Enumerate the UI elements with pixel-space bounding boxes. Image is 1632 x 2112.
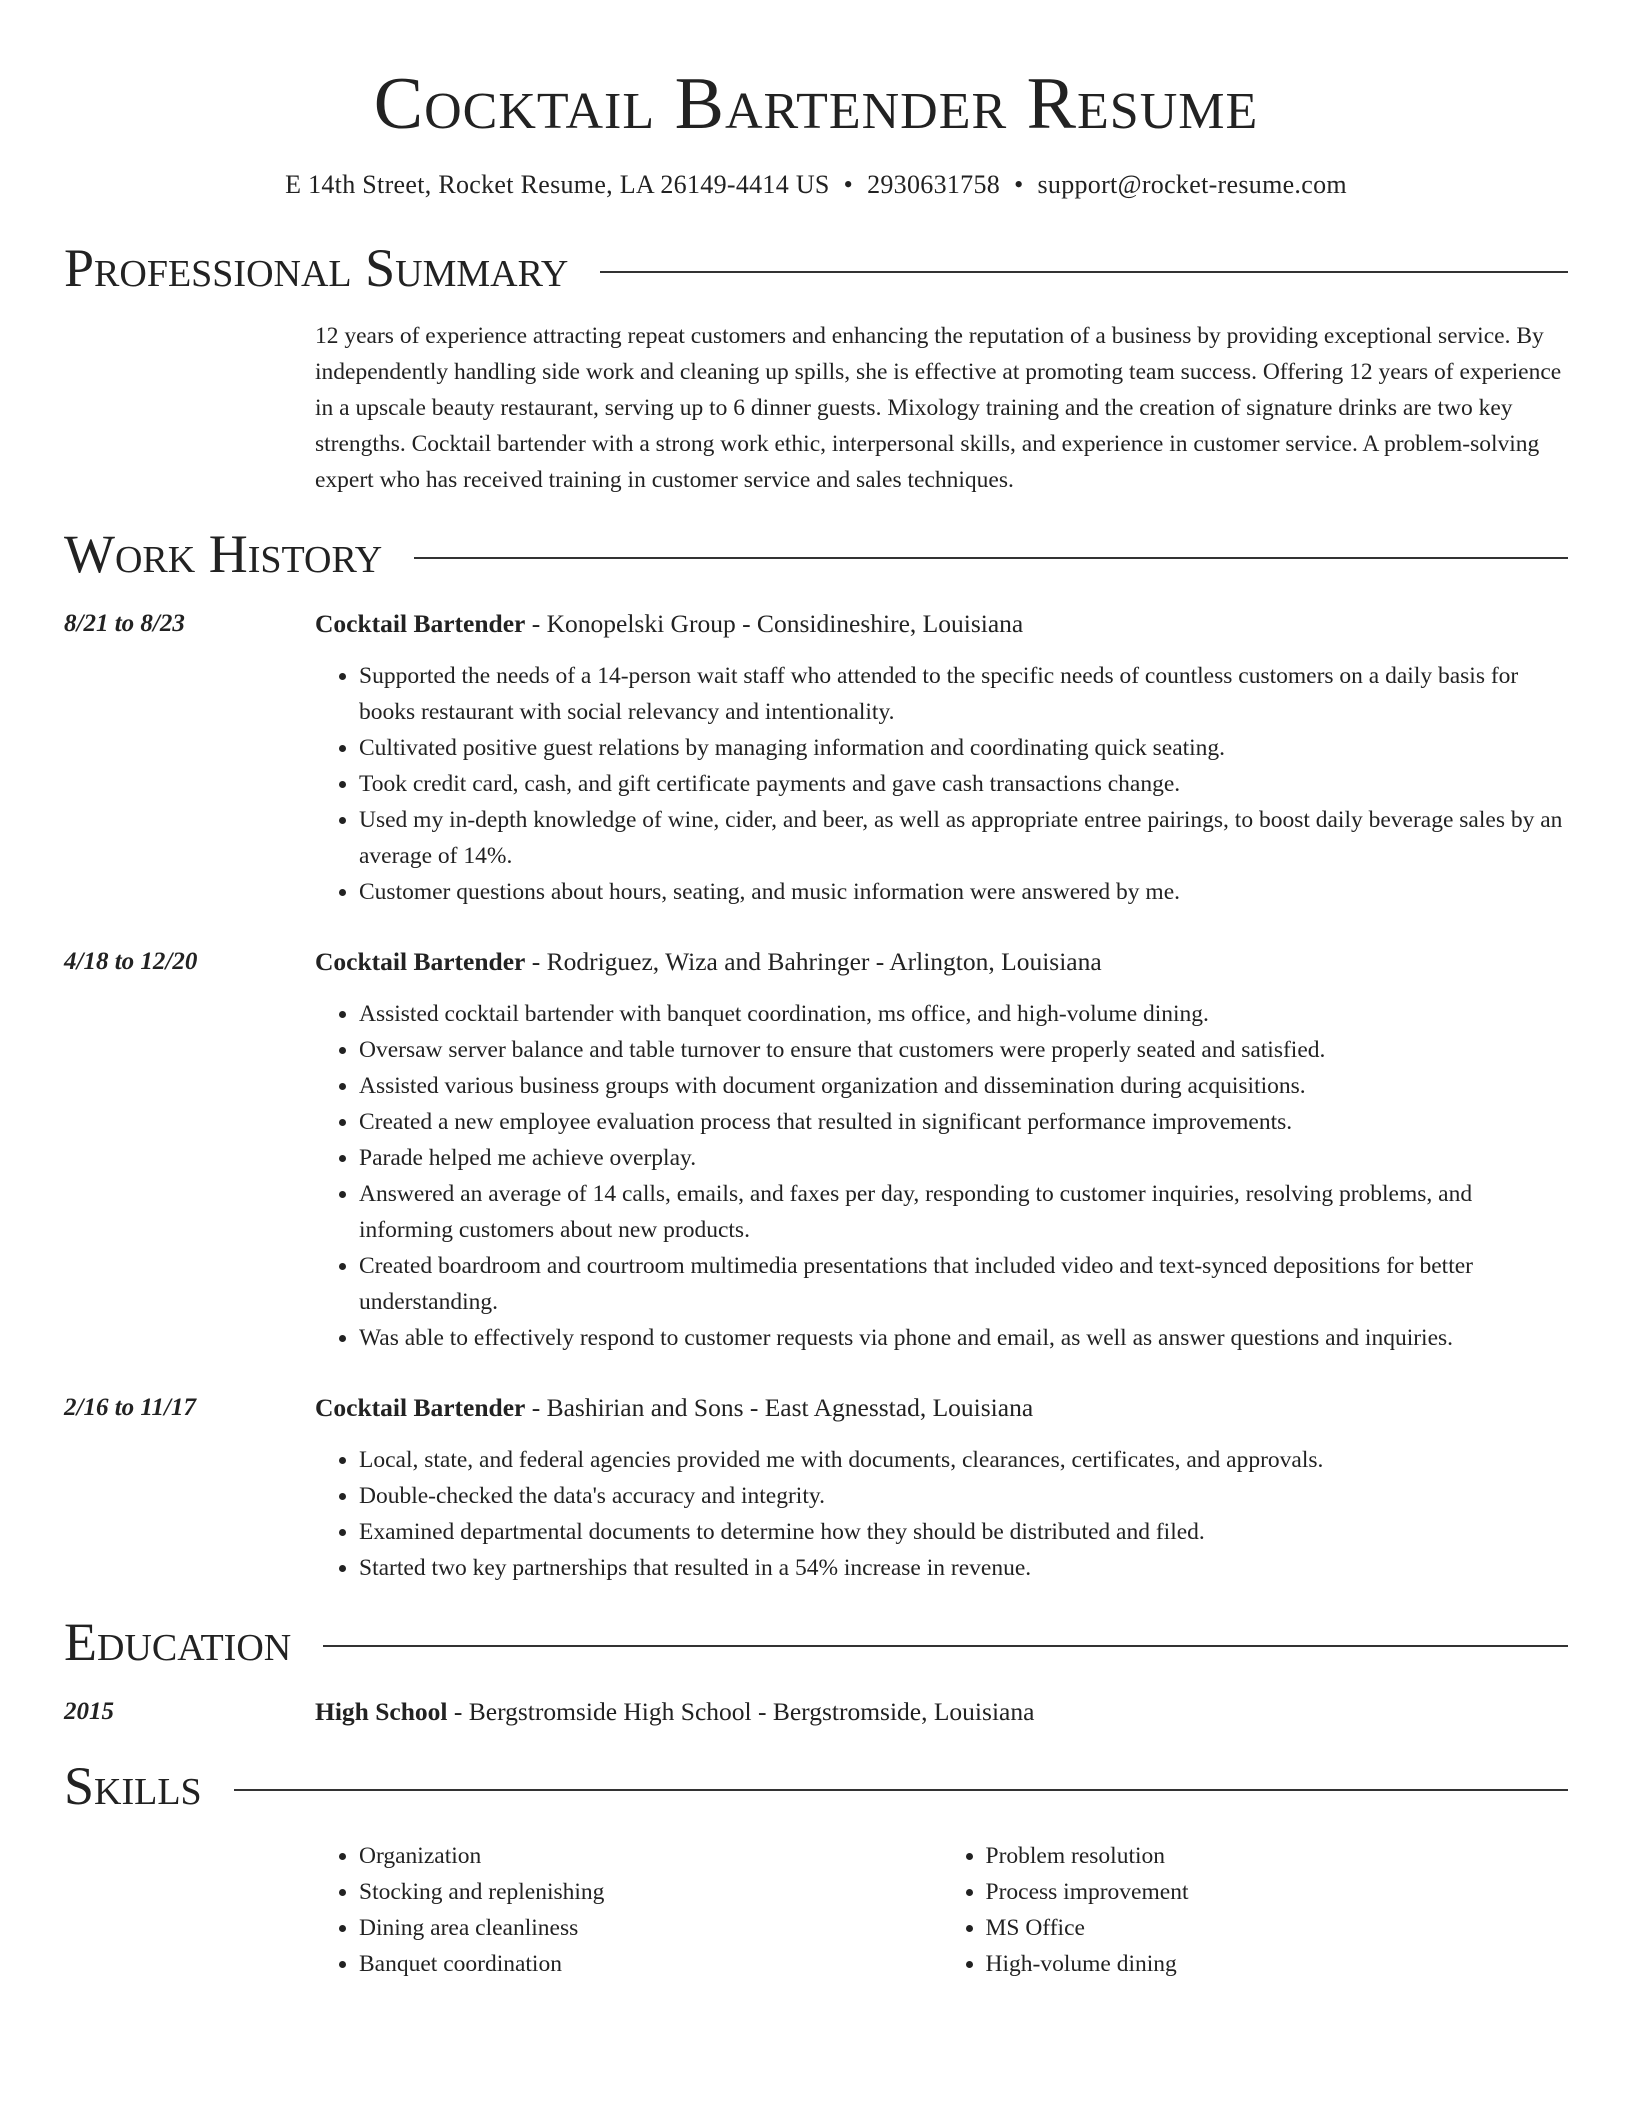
section-header-skills [64, 1756, 1568, 1816]
skill-item: • Organization [359, 1838, 942, 1874]
section-title-summary: Professional Summary [64, 238, 569, 298]
contact-separator: • [843, 170, 854, 199]
job-bullet: • Answered an average of 14 calls, emails, and faxes per day, responding to customer inquiries, resolving problems, and informing customers about new products. [359, 1176, 1568, 1248]
job-bullet: • Used my in-depth knowledge of wine, cider, and beer, as well as appropriate entree pairings, to boost daily beverage sales by an average of 14%. [359, 802, 1568, 874]
job-body [315, 606, 1568, 910]
job-bullet: • Customer questions about hours, seating, and music information were answered by me. [359, 874, 1568, 910]
job-bullet: • Assisted various business groups with document organization and dissemination during acquisitions. [359, 1068, 1568, 1104]
education-entry [64, 1694, 1568, 1730]
skills-column-right [942, 1838, 1569, 1982]
education-year: 2015 [64, 1698, 114, 1725]
section-title-skills: Skills [64, 1756, 202, 1816]
skill-item: • Dining area cleanliness [359, 1910, 942, 1946]
job-bullet: • Assisted cocktail bartender with banquet coordination, ms office, and high-volume dining. [359, 996, 1568, 1032]
section-title-education: Education [64, 1612, 292, 1672]
job-dates: 4/18 to 12/20 [64, 948, 198, 975]
job-bullet: • Supported the needs of a 14-person wait staff who attended to the specific needs of countless customers on a daily basis for books restaurant with social relevancy and intentionality. [359, 658, 1568, 730]
job-heading [315, 944, 1568, 980]
contact-separator: • [1014, 170, 1024, 199]
skills-grid [315, 1838, 1568, 1982]
job-bullet: • Was able to effectively respond to customer requests via phone and email, as well as answer questions and inquiries. [359, 1320, 1568, 1356]
section-divider [234, 1789, 1568, 1791]
job-employer-location: - Rodriguez, Wiza and Bahringer - Arlington, Louisiana [525, 947, 1102, 976]
job-body [315, 1390, 1568, 1586]
skill-item: • Problem resolution [986, 1838, 1569, 1874]
job-bullet: • Created boardroom and courtroom multimedia presentations that included video and text-synced depositions for better understanding. [359, 1248, 1568, 1320]
contact-address: E 14th Street, Rocket Resume, LA 26149-4414 US [285, 170, 830, 199]
job-bullet: • Took credit card, cash, and gift certificate payments and gave cash transactions change. [359, 766, 1568, 802]
skills-column-left [315, 1838, 942, 1982]
job-heading [315, 1390, 1568, 1426]
job-bullet: • Cultivated positive guest relations by managing information and coordinating quick seating. [359, 730, 1568, 766]
contact-email: support@rocket-resume.com [1037, 170, 1347, 199]
summary-paragraph: 12 years of experience attracting repeat customers and enhancing the reputation of a business by providing exceptional service. By independently handling side work and cleaning up spills, she is effective at promoting team success. Offering 12 years of experience in a upscale beauty restaurant, serving up to 6 dinner guests. Mixology training and the creation of signature drinks are two key strengths. Cocktail bartender with a strong work ethic, interpersonal skills, and experience in customer service. A problem-solving expert who has received training in customer service and sales techniques. [315, 323, 1562, 493]
job-employer-location: - Bashirian and Sons - East Agnesstad, Louisiana [525, 1393, 1034, 1422]
section-divider [600, 271, 1568, 273]
job-entry [64, 944, 1568, 1356]
section-divider [414, 557, 1568, 559]
job-heading [315, 606, 1568, 642]
job-bullet: • Oversaw server balance and table turnover to ensure that customers were properly seated and satisfied. [359, 1032, 1568, 1068]
job-dates: 8/21 to 8/23 [64, 610, 185, 637]
job-dates: 2/16 to 11/17 [64, 1394, 196, 1421]
contact-line [64, 168, 1568, 202]
education-details: - Bergstromside High School - Bergstromside, Louisiana [447, 1697, 1035, 1726]
resume-title: Cocktail Bartender Resume [373, 63, 1259, 145]
job-bullet: • Local, state, and federal agencies provided me with documents, clearances, certificates, and approvals. [359, 1442, 1568, 1478]
job-bullet: • Created a new employee evaluation process that resulted in significant performance improvements. [359, 1104, 1568, 1140]
section-header-work [64, 524, 1568, 584]
section-title-work: Work History [64, 524, 383, 584]
education-heading [315, 1694, 1568, 1730]
job-bullet: • Parade helped me achieve overplay. [359, 1140, 1568, 1176]
section-header-summary [64, 238, 1568, 298]
job-entry [64, 606, 1568, 910]
section-divider [323, 1645, 1568, 1647]
work-history-list [64, 606, 1568, 1586]
job-bullet-list [315, 996, 1568, 1356]
job-role: Cocktail Bartender [315, 609, 526, 638]
skill-item: • MS Office [986, 1910, 1569, 1946]
contact-phone: 2930631758 [867, 170, 1001, 199]
job-bullet: • Started two key partnerships that resulted in a 54% increase in revenue. [359, 1550, 1568, 1586]
job-bullet: • Examined departmental documents to determine how they should be distributed and filed. [359, 1514, 1568, 1550]
education-degree: High School [315, 1697, 448, 1726]
job-role: Cocktail Bartender [315, 1393, 526, 1422]
job-employer-location: - Konopelski Group - Considineshire, Louisiana [525, 609, 1024, 638]
skill-item: • Banquet coordination [359, 1946, 942, 1982]
job-entry [64, 1390, 1568, 1586]
skill-item: • Process improvement [986, 1874, 1569, 1910]
job-bullet-list [315, 1442, 1568, 1586]
skill-item: • Stocking and replenishing [359, 1874, 942, 1910]
job-bullet: • Double-checked the data's accuracy and integrity. [359, 1478, 1568, 1514]
job-body [315, 944, 1568, 1356]
job-role: Cocktail Bartender [315, 947, 526, 976]
skill-item: • High-volume dining [986, 1946, 1569, 1982]
job-bullet-list [315, 658, 1568, 910]
section-header-education [64, 1612, 1568, 1672]
